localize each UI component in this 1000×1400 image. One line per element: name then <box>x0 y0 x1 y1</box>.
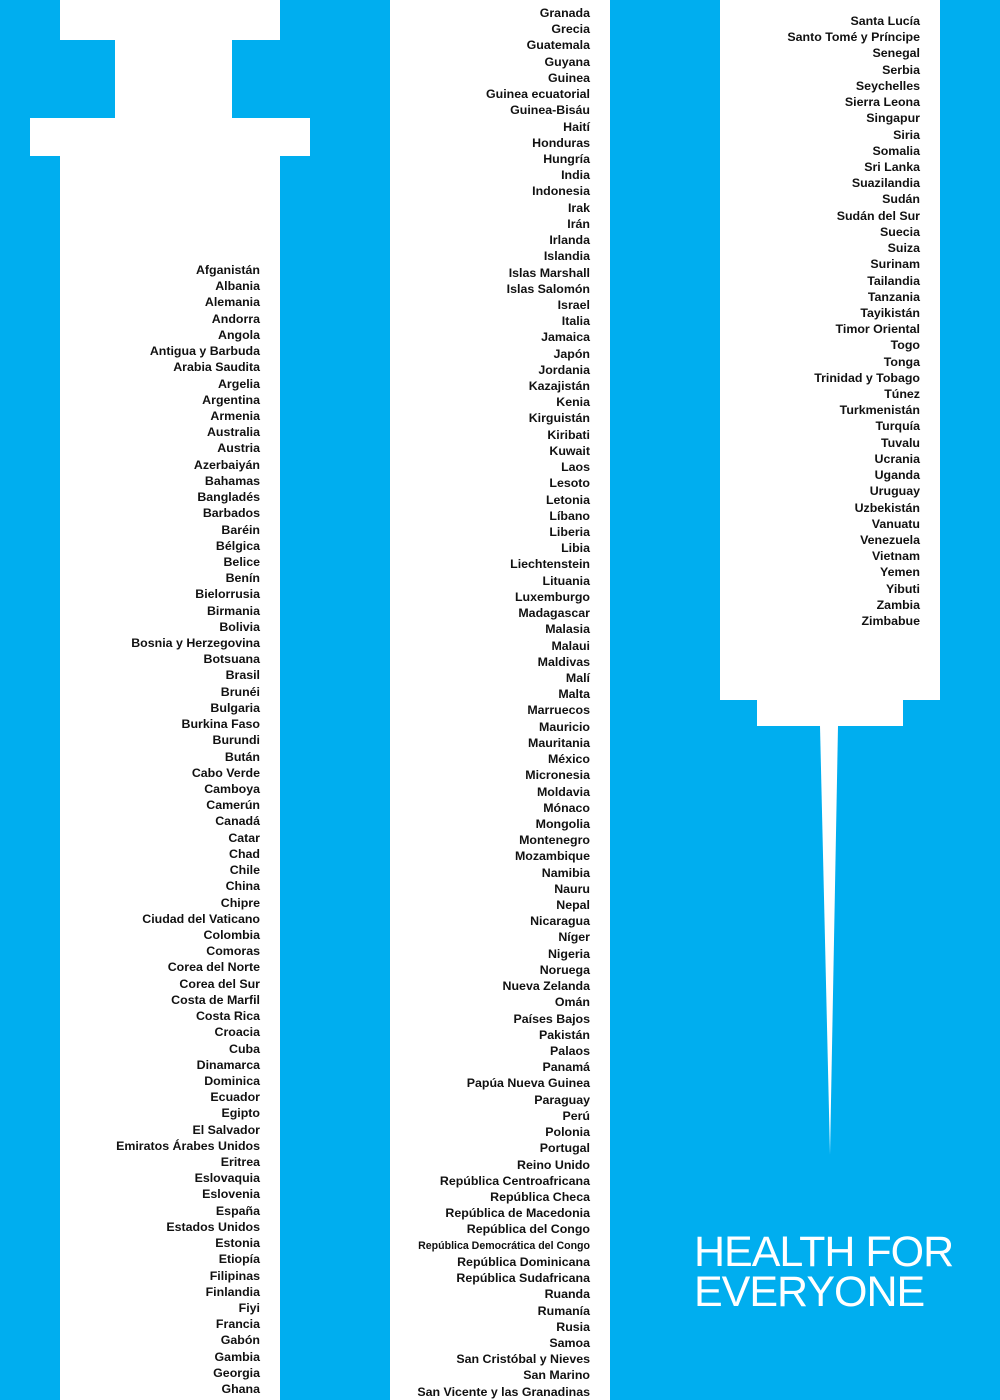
country-item: República Democrática del Congo <box>418 1239 590 1252</box>
country-item: República de Macedonia <box>445 1206 590 1221</box>
country-list-column-1 <box>116 262 260 1397</box>
country-item: Eslovaquia <box>194 1171 260 1186</box>
country-item: Malasia <box>545 622 590 637</box>
country-item: Jamaica <box>541 330 590 345</box>
country-item: India <box>561 168 590 183</box>
country-item: Camerún <box>206 798 260 813</box>
country-item: Alemania <box>204 295 260 310</box>
country-item: Bielorrusia <box>195 587 260 602</box>
country-item: Papúa Nueva Guinea <box>466 1076 590 1091</box>
country-item: Nigeria <box>547 946 590 961</box>
country-item: Reino Unido <box>517 1157 590 1172</box>
country-item: Vanuatu <box>871 516 920 531</box>
country-item: Tayikistán <box>860 305 920 320</box>
country-item: República del Congo <box>466 1222 590 1237</box>
country-item: Hungría <box>543 151 590 166</box>
country-item: Uruguay <box>869 484 920 499</box>
country-item: Tonga <box>883 354 920 369</box>
country-item: Bélgica <box>215 538 260 553</box>
country-list-column-2 <box>417 5 590 1400</box>
country-item: Polonia <box>545 1125 590 1140</box>
country-item: Bután <box>224 749 260 764</box>
country-item: Guatemala <box>526 38 590 53</box>
country-item: Islas Salomón <box>506 281 590 296</box>
country-item: Irlanda <box>549 233 590 248</box>
country-item: Haití <box>563 119 590 134</box>
country-item: Andorra <box>211 311 260 326</box>
country-item: Noruega <box>539 962 590 977</box>
country-item: Luxemburgo <box>514 589 590 604</box>
country-item: Islas Marshall <box>508 265 590 280</box>
country-item: Maldivas <box>537 654 590 669</box>
country-item: España <box>215 1203 260 1218</box>
country-item: Madagascar <box>518 606 590 621</box>
country-item: Santo Tomé y Príncipe <box>787 30 920 45</box>
country-item: Albania <box>215 279 260 294</box>
country-item: Sudán <box>882 192 920 207</box>
country-item: El Salvador <box>192 1122 260 1137</box>
country-item: Mozambique <box>514 849 590 864</box>
country-item: Antigua y Barbuda <box>149 344 260 359</box>
country-item: Honduras <box>532 135 590 150</box>
country-item: Rusia <box>556 1319 590 1334</box>
country-item: Liberia <box>549 525 590 539</box>
country-item: Bangladés <box>197 490 260 505</box>
country-item: Mauricio <box>539 719 590 734</box>
country-item: San Cristóbal y Nieves <box>456 1352 590 1367</box>
country-item: Cuba <box>229 1041 260 1056</box>
country-item: República Checa <box>490 1189 590 1204</box>
country-item: Trinidad y Tobago <box>814 370 920 385</box>
country-item: San Vicente y las Granadinas <box>417 1384 590 1399</box>
country-item: Estonia <box>215 1236 260 1251</box>
country-item: Egipto <box>221 1106 260 1121</box>
plunger-handle <box>60 0 280 40</box>
country-item: Santa Lucía <box>850 14 920 28</box>
country-item: Micronesia <box>525 768 590 783</box>
country-item: Estados Unidos <box>166 1219 260 1234</box>
plunger-handle-stem <box>115 40 232 118</box>
country-item: Costa Rica <box>195 1009 260 1024</box>
country-item: Australia <box>206 425 260 440</box>
country-item: Omán <box>554 995 590 1010</box>
country-item: Sri Lanka <box>864 159 920 174</box>
tagline-line-2: EVERYONE <box>694 1268 925 1316</box>
tagline <box>694 1228 954 1316</box>
country-item: Corea del Norte <box>167 960 260 975</box>
country-item: Ghana <box>221 1382 260 1397</box>
country-item: Comoras <box>206 944 260 959</box>
country-item: Kazajistán <box>528 379 590 394</box>
country-item: Colombia <box>203 927 260 942</box>
country-item: Nepal <box>556 898 590 913</box>
country-item: Gambia <box>214 1349 260 1364</box>
country-item: Israel <box>557 297 590 312</box>
country-item: Argentina <box>202 392 260 407</box>
country-item: Catar <box>228 830 260 845</box>
country-item: Bolivia <box>219 619 260 634</box>
country-item: Suazilandia <box>851 176 920 191</box>
country-item: Costa de Marfil <box>171 992 260 1007</box>
country-item: Montenegro <box>519 833 590 848</box>
country-item: Guinea <box>548 70 590 85</box>
country-item: Nueva Zelanda <box>502 979 590 994</box>
country-item: Togo <box>890 338 920 353</box>
country-item: Palaos <box>550 1044 590 1058</box>
country-item: Canadá <box>215 814 260 829</box>
country-item: Yibuti <box>886 581 920 596</box>
country-item: Birmania <box>206 603 260 618</box>
country-item: Burundi <box>212 733 260 748</box>
country-item: Mónaco <box>543 800 590 815</box>
country-item: Malta <box>558 687 590 702</box>
country-item: República Centroafricana <box>439 1173 590 1188</box>
country-item: Uganda <box>874 468 920 483</box>
country-item: Panamá <box>542 1060 590 1075</box>
country-item: Barbados <box>202 506 260 521</box>
country-item: Serbia <box>882 62 920 77</box>
country-item: Túnez <box>884 387 920 402</box>
country-item: Suiza <box>887 241 920 256</box>
country-item: Malí <box>565 670 590 685</box>
country-item: Eslovenia <box>202 1187 260 1202</box>
country-item: Sierra Leona <box>844 95 920 110</box>
country-item: Burkina Faso <box>181 717 260 732</box>
country-item: Vietnam <box>872 549 920 564</box>
country-item: Filipinas <box>209 1268 260 1283</box>
country-item: Argelia <box>217 376 260 391</box>
country-item: Tuvalu <box>880 435 920 450</box>
country-item: Granada <box>539 6 590 20</box>
country-item: Liechtenstein <box>510 557 590 572</box>
country-item: Lesoto <box>549 476 590 491</box>
country-item: Benín <box>225 571 260 586</box>
country-item: Bosnia y Herzegovina <box>131 636 260 651</box>
country-item: Brunéi <box>220 684 260 699</box>
country-item: Islandia <box>543 249 590 264</box>
country-item: Guinea-Bisáu <box>510 103 590 118</box>
country-item: Grecia <box>551 22 590 37</box>
country-item: Bulgaria <box>210 700 260 715</box>
country-item: Siria <box>893 127 920 142</box>
country-item: Irán <box>567 216 590 231</box>
country-item: Senegal <box>872 46 920 61</box>
country-item: Turquía <box>875 419 920 434</box>
country-item: China <box>225 879 260 894</box>
country-item: Namibia <box>541 865 590 880</box>
country-item: Tanzania <box>867 289 920 304</box>
country-item: Mongolia <box>535 816 590 831</box>
country-item: Armenia <box>210 408 260 423</box>
country-item: Camboya <box>204 782 260 796</box>
country-item: Baréin <box>221 522 260 537</box>
country-item: Croacia <box>214 1025 260 1040</box>
country-item: Japón <box>553 346 590 361</box>
country-item: Mauritania <box>528 735 590 750</box>
country-item: Moldavia <box>536 784 590 799</box>
country-item: Ruanda <box>544 1287 590 1302</box>
country-item: Bahamas <box>204 473 260 488</box>
country-item: República Dominicana <box>457 1254 590 1269</box>
country-item: Georgia <box>213 1365 260 1380</box>
country-item: Ucrania <box>874 451 920 466</box>
country-item: Tailandia <box>867 273 920 288</box>
barrel-flange <box>30 118 310 156</box>
country-item: Seychelles <box>855 78 920 93</box>
country-item: Lituania <box>542 573 590 588</box>
country-item: Letonia <box>545 492 590 507</box>
country-item: Paraguay <box>534 1092 590 1107</box>
country-item: Botsuana <box>203 652 260 667</box>
country-item: Chile <box>229 863 260 878</box>
country-item: Turkmenistán <box>839 403 920 418</box>
country-item: Zimbabue <box>861 614 920 629</box>
country-item: Guyana <box>544 54 590 69</box>
country-item: Indonesia <box>532 184 590 199</box>
needle-hub <box>757 700 903 726</box>
country-item: Francia <box>215 1317 260 1332</box>
country-item: Etiopía <box>218 1252 260 1267</box>
country-item: Guinea ecuatorial <box>486 87 590 102</box>
country-item: Kenia <box>556 395 590 410</box>
country-item: Uzbekistán <box>854 500 920 515</box>
country-item: Ciudad del Vaticano <box>142 911 260 926</box>
country-item: Kiribati <box>547 427 590 442</box>
country-item: Pakistán <box>539 1027 590 1042</box>
country-item: Somalia <box>872 143 920 158</box>
country-item: Irak <box>567 200 590 215</box>
country-item: Jordania <box>538 362 590 377</box>
country-item: Suecia <box>880 224 920 239</box>
country-item: Azerbaiyán <box>193 457 260 472</box>
country-item: Portugal <box>539 1141 590 1156</box>
country-item: Nauru <box>554 881 590 896</box>
country-item: Timor Oriental <box>835 322 920 337</box>
country-item: Samoa <box>549 1335 590 1350</box>
country-item: Singapur <box>866 111 920 126</box>
country-item: República Sudafricana <box>456 1271 590 1286</box>
country-item: Arabia Saudita <box>173 360 260 375</box>
country-item: Marruecos <box>527 703 590 718</box>
country-item: Nicaragua <box>530 914 590 929</box>
country-item: Austria <box>217 441 260 456</box>
country-item: Venezuela <box>860 533 920 547</box>
country-item: Corea del Sur <box>179 976 260 991</box>
country-item: Angola <box>218 327 260 342</box>
country-item: Italia <box>561 314 590 329</box>
country-item: Eritrea <box>220 1155 260 1170</box>
country-item: México <box>547 752 590 767</box>
country-item: Dinamarca <box>196 1057 260 1072</box>
country-list-column-3 <box>787 13 920 629</box>
country-item: Brasil <box>225 668 260 683</box>
country-item: San Marino <box>523 1368 590 1383</box>
country-item: Dominica <box>204 1073 260 1088</box>
country-item: Zambia <box>876 597 920 612</box>
country-item: Emiratos Árabes Unidos <box>116 1138 260 1153</box>
country-item: Ecuador <box>210 1090 260 1105</box>
country-item: Afganistán <box>195 263 260 277</box>
country-item: Malaui <box>551 638 590 653</box>
country-item: Yemen <box>880 565 920 580</box>
country-item: Fiyi <box>238 1301 260 1315</box>
country-item: Surinam <box>870 257 920 272</box>
needle-shape <box>820 726 838 1155</box>
country-item: Libia <box>561 541 590 556</box>
country-item: Kirguistán <box>528 411 590 426</box>
country-item: Rumanía <box>537 1303 590 1318</box>
country-item: Países Bajos <box>513 1011 590 1026</box>
country-item: Perú <box>562 1108 590 1123</box>
country-item: Chipre <box>220 895 260 910</box>
country-item: Laos <box>561 460 590 475</box>
country-item: Líbano <box>549 508 590 523</box>
country-item: Gabón <box>220 1333 260 1348</box>
country-item: Belice <box>223 554 260 569</box>
tagline-line-1: HEALTH FOR <box>694 1228 954 1276</box>
country-item: Kuwait <box>549 443 590 458</box>
country-item: Finlandia <box>205 1284 260 1299</box>
country-item: Níger <box>558 930 590 945</box>
country-item: Cabo Verde <box>191 765 260 780</box>
country-item: Sudán del Sur <box>836 208 920 223</box>
country-item: Chad <box>229 846 260 861</box>
